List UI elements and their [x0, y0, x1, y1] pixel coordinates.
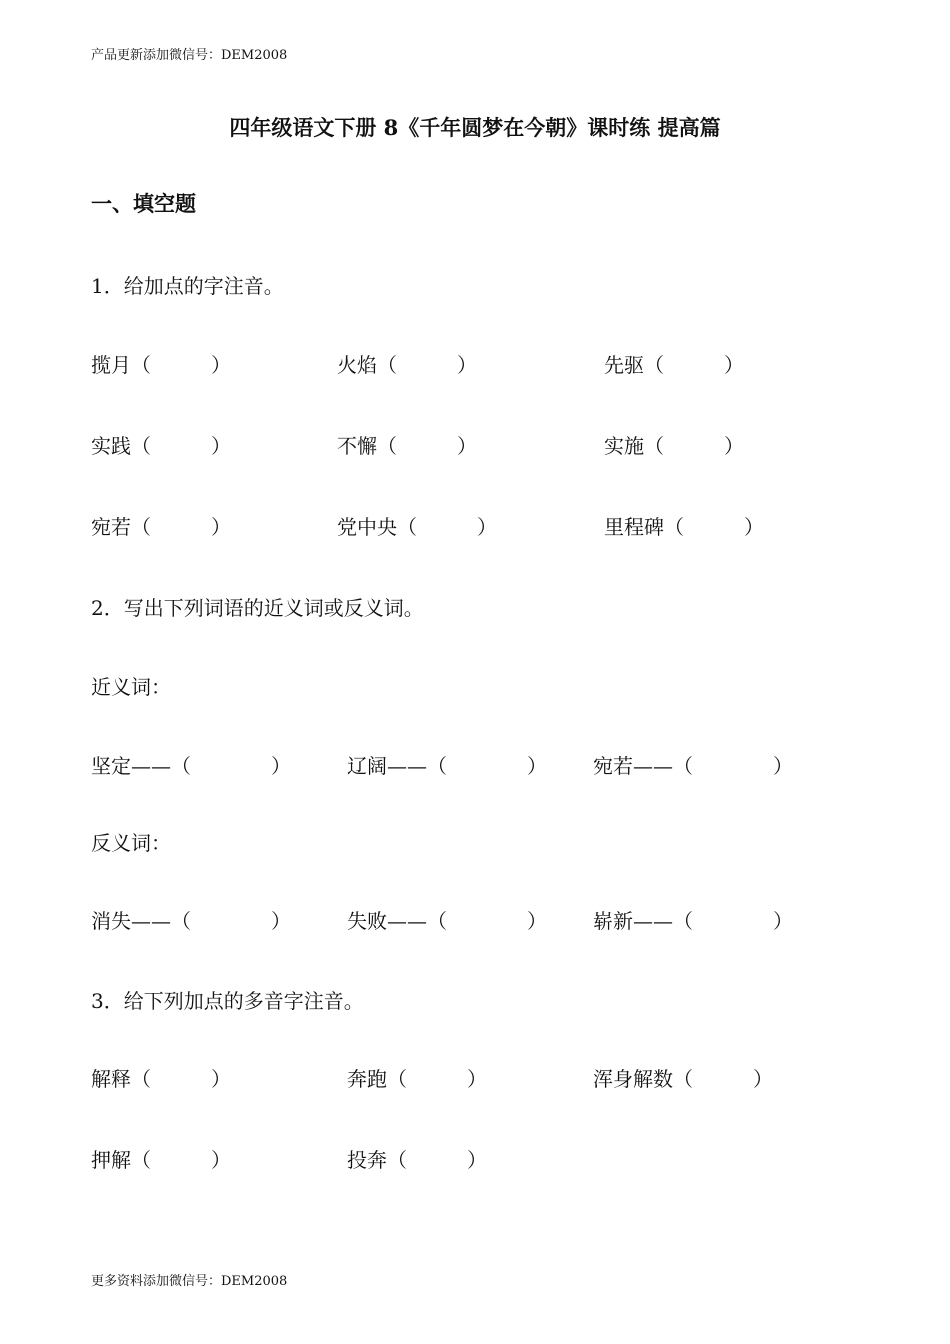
q1-item: 实施（ ） [604, 434, 744, 458]
q1-item: 党中央（ ） [337, 515, 497, 539]
antonym-item: 失败——（ ） [347, 909, 547, 933]
q1-item: 不懈（ ） [337, 434, 477, 458]
section-heading-fill-blank: 一、填空题 [91, 191, 196, 216]
q3-item: 投奔（ ） [347, 1148, 487, 1172]
footer-note: 更多资料添加微信号：DEM2008 [91, 1274, 288, 1289]
synonym-label: 近义词： [91, 675, 171, 699]
antonym-item: 崭新——（ ） [593, 909, 793, 933]
q3-item: 解释（ ） [91, 1067, 231, 1091]
q1-item: 宛若（ ） [91, 515, 231, 539]
synonym-item: 坚定——（ ） [91, 754, 291, 778]
q1-item: 里程碑（ ） [604, 515, 764, 539]
header-note: 产品更新添加微信号：DEM2008 [91, 48, 288, 63]
question-1-prompt: 1．给加点的字注音。 [91, 274, 284, 298]
antonym-label: 反义词： [91, 831, 171, 855]
question-2-prompt: 2．写出下列词语的近义词或反义词。 [91, 596, 424, 620]
q3-item: 浑身解数（ ） [593, 1067, 773, 1091]
q1-item: 揽月（ ） [91, 353, 231, 377]
q3-item: 奔跑（ ） [347, 1067, 487, 1091]
synonym-item: 宛若——（ ） [593, 754, 793, 778]
question-3-prompt: 3．给下列加点的多音字注音。 [91, 989, 364, 1013]
antonym-item: 消失——（ ） [91, 909, 291, 933]
q1-item: 实践（ ） [91, 434, 231, 458]
q1-item: 火焰（ ） [337, 353, 477, 377]
q1-item: 先驱（ ） [604, 353, 744, 377]
synonym-item: 辽阔——（ ） [347, 754, 547, 778]
q3-item: 押解（ ） [91, 1148, 231, 1172]
page-title: 四年级语文下册 8《千年圆梦在今朝》课时练 提高篇 [229, 115, 721, 140]
